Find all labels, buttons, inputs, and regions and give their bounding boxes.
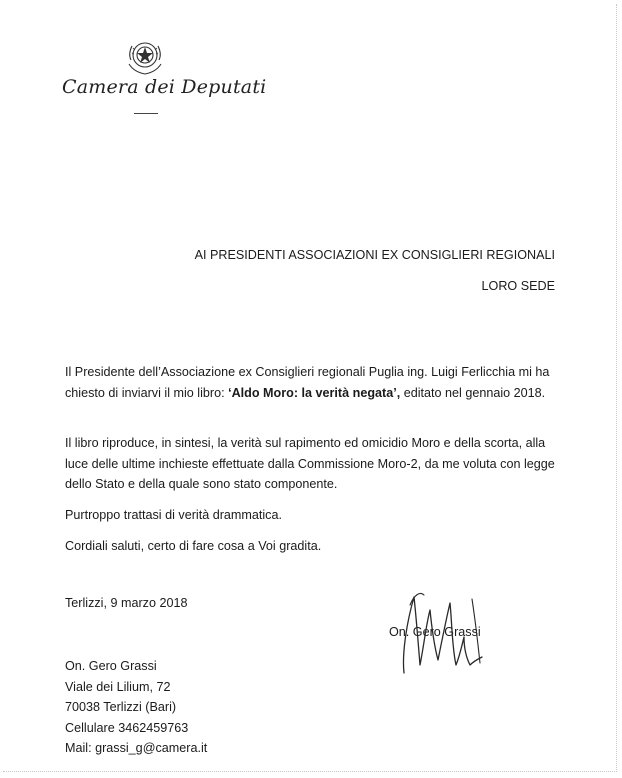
sender-phone: Cellulare 3462459763 (65, 720, 189, 735)
sender-address: Viale dei Lilium, 72 (65, 679, 171, 694)
paragraph-3-text: Purtroppo trattasi di verità drammatica. (65, 508, 282, 522)
closing-salutation-text: Cordiali saluti, certo di fare cosa a Voi gradita. (65, 539, 322, 553)
letterhead-institution: Camera dei Deputati (62, 76, 267, 98)
paragraph-1 (65, 362, 559, 403)
sender-city: 70038 Terlizzi (Bari) (65, 700, 177, 714)
paragraph-2 (65, 433, 559, 495)
book-title: ‘Aldo Moro: la verità negata’, (228, 385, 401, 400)
paragraph-1-intro: Il Presidente dell’Associazione ex Consiglieri regionali Puglia ing. Luigi Ferlicchia mi ha chiesto di inviarvi il mio libro: (65, 365, 550, 400)
handwritten-signature (390, 585, 510, 675)
place-date: Terlizzi, 9 marzo 2018 (65, 596, 188, 610)
paragraph-3 (65, 505, 559, 526)
recipient-line-2: LORO SEDE (481, 279, 555, 293)
sender-email: Mail: grassi_g@camera.it (65, 741, 208, 755)
letterhead-divider (134, 113, 158, 114)
sender-name: On. Gero Grassi (65, 659, 157, 673)
closing-salutation (65, 536, 559, 557)
recipient-line-1: AI PRESIDENTI ASSOCIAZIONI EX CONSIGLIERI REGIONALI (194, 248, 555, 262)
italian-republic-emblem-icon (124, 36, 166, 78)
paragraph-1-end: editato nel gennaio 2018. (400, 385, 546, 400)
signature-name: On. Gero Grassi (389, 625, 481, 639)
paragraph-2-text: Il libro riproduce, in sintesi, la verità sul rapimento ed omicidio Moro e della scorta, alla luce delle ultime inchieste effettuate dalla Commissione Moro-2, da me voluta con legge dello Stato e della quale sono stato componente. (65, 436, 555, 491)
sender-contact-block (65, 656, 207, 759)
